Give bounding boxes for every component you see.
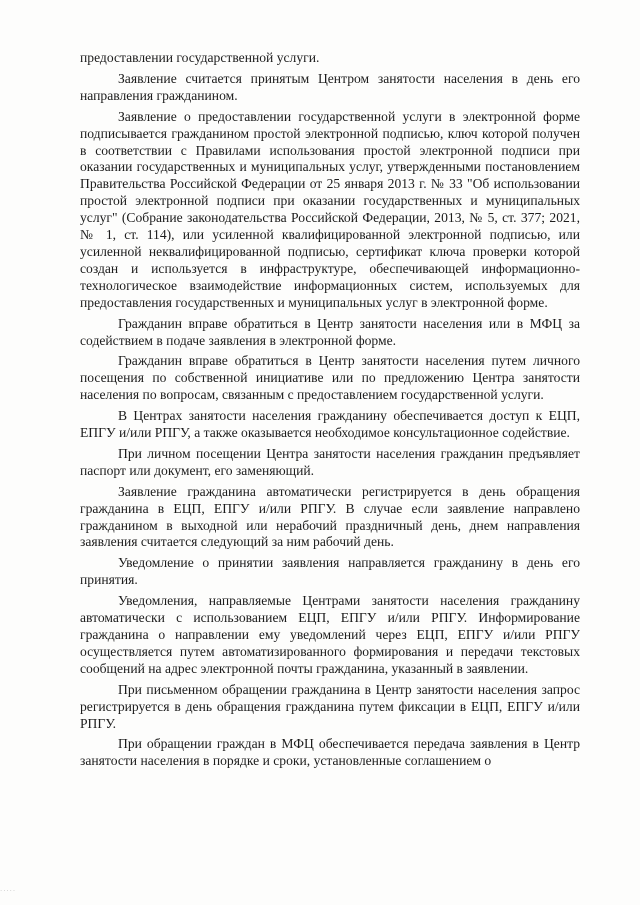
scan-edge-mark: ..... — [0, 884, 17, 893]
paragraph-2: Заявление считается принятым Центром занятости населения в день его направления гражданином. — [80, 70, 580, 103]
document-text — [80, 50, 580, 774]
paragraph-12: При обращении граждан в МФЦ обеспечивается передача заявления в Центр занятости населения в порядке и сроки, установленные соглашением о — [80, 736, 580, 769]
paragraph-1: предоставлении государственной услуги. — [80, 50, 320, 65]
paragraph-8: Заявление гражданина автоматически регистрируется в день обращения гражданина в ЕЦП, ЕПГУ и/или РПГУ. В случае если заявление направлено гражданином в выходной или нерабочий праздничный день, днем направления заявления считается следующий за ним рабочий день. — [80, 483, 580, 550]
paragraph-11: При письменном обращении гражданина в Центр занятости населения запрос регистрируется в день обращения гражданина путем фиксации в ЕЦП, ЕПГУ и/или РПГУ. — [80, 681, 580, 731]
paragraph-9: Уведомление о принятии заявления направляется гражданину в день его принятия. — [80, 555, 580, 588]
paragraph-6: В Центрах занятости населения гражданину обеспечивается доступ к ЕЦП, ЕПГУ и/или РПГУ, а также оказывается необходимое консультационное содействие. — [80, 408, 580, 441]
paragraph-5: Гражданин вправе обратиться в Центр занятости населения путем личного посещения по собственной инициативе или по предложению Центра занятости населения по вопросам, связанным с предоставлением государственной услуги. — [80, 353, 580, 403]
paragraph-10: Уведомления, направляемые Центрами занятости населения гражданину автоматически с использованием ЕЦП, ЕПГУ и/или РПГУ. Информирование гражданина о направлении ему уведомлений через ЕЦП, ЕПГУ и/или РПГУ осуществляется путем автоматизированного формирования и передачи текстовых сообщений на адрес электронной почты гражданина, указанный в заявлении. — [80, 593, 580, 676]
paragraph-4: Гражданин вправе обратиться в Центр занятости населения или в МФЦ за содействием в подаче заявления в электронной форме. — [80, 315, 580, 348]
paragraph-7: При личном посещении Центра занятости населения гражданин предъявляет паспорт или документ, его заменяющий. — [80, 445, 580, 478]
paragraph-3: Заявление о предоставлении государственной услуги в электронной форме подписывается гражданином простой электронной подписью, ключ которой получен в соответствии с Правилами использования простой электронной подписи при оказании государственных и муниципальных услуг, утвержденными постановлением Правительства Российской Федерации от 25 января 2013 г. № 33 "Об использовании простой электронной подписи при оказании государственных и муниципальных услуг" (Собрание законодательства Российской Федерации, 2013, № 5, ст. 377; 2021, № 1, ст. 114), или усиленной квалифицированной электронной подписью, или усиленной неквалифицированной подписью, сертификат ключа проверки которой создан и используется в инфраструктуре, обеспечивающей информационно-технологическое взаимодействие информационных систем, используемых для предоставления государственных и муниципальных услуг в электронной форме. — [80, 108, 580, 310]
